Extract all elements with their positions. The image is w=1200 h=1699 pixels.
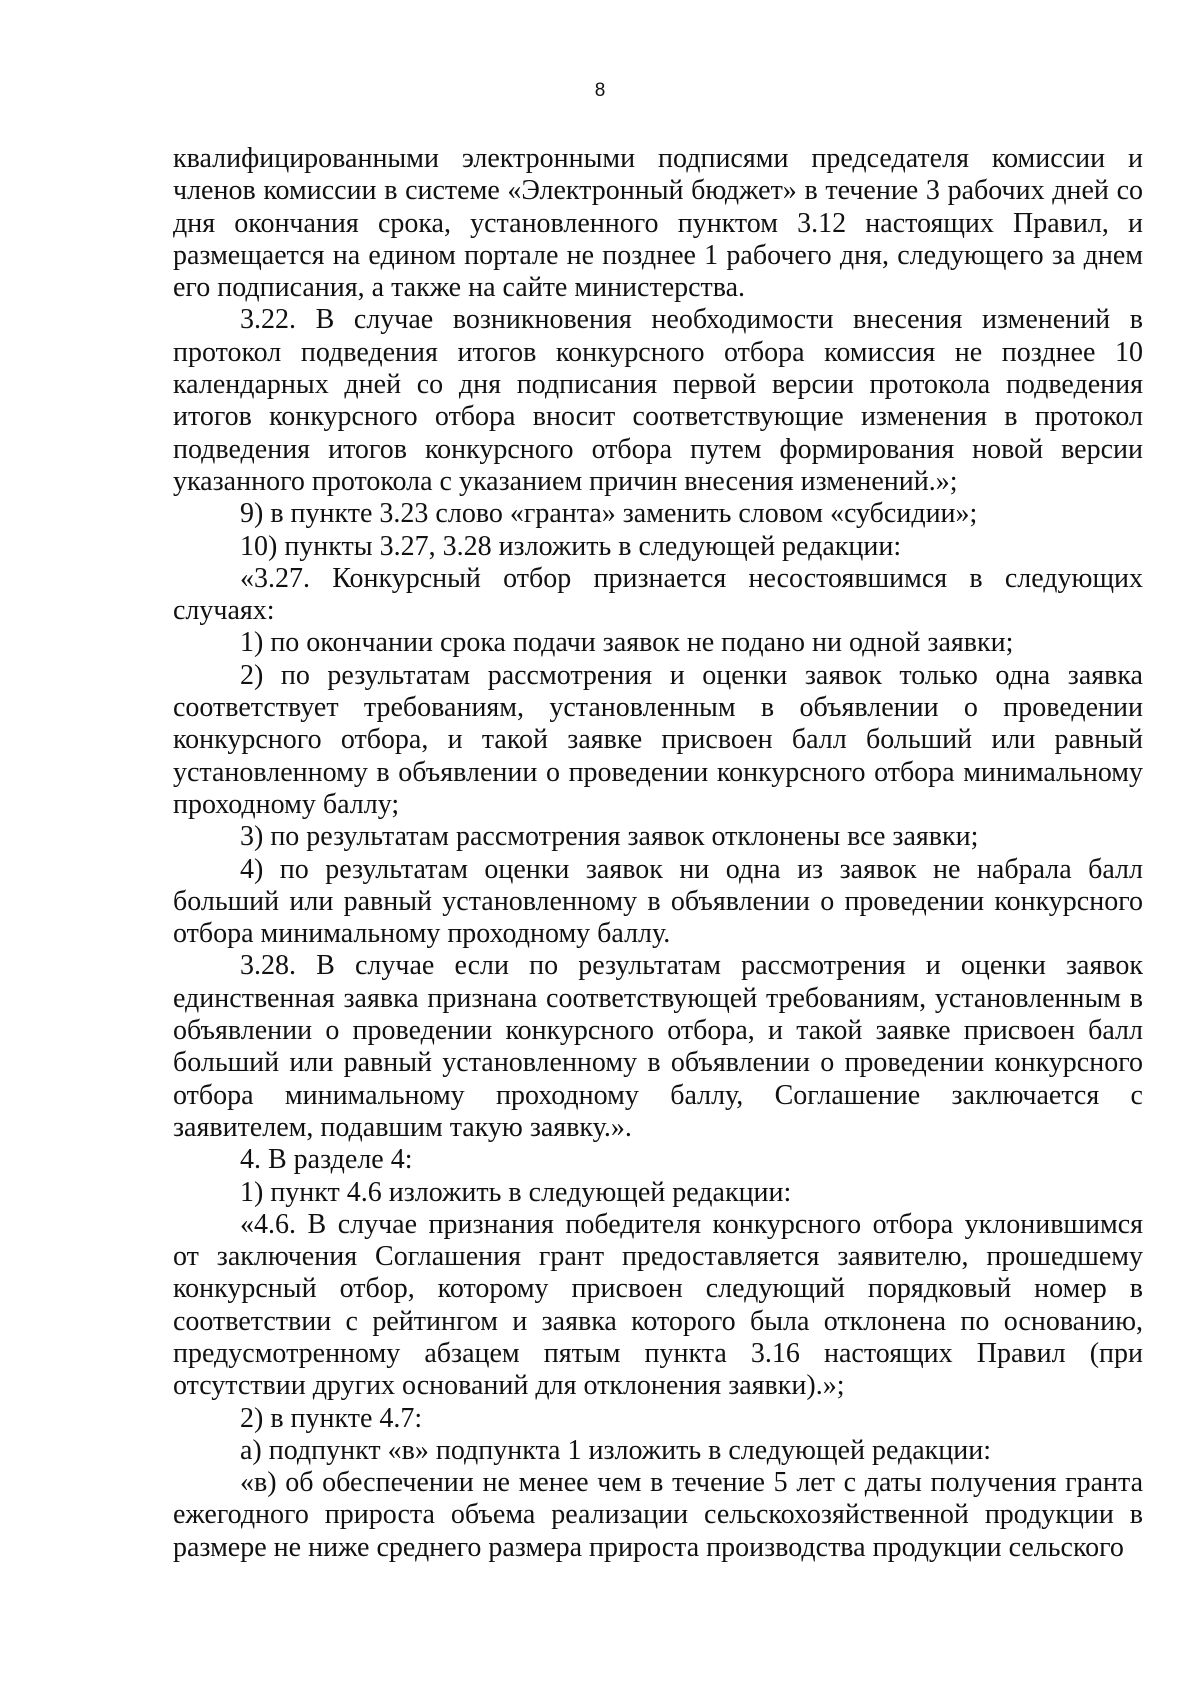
paragraph: «в) об обеспечении не менее чем в течение 5 лет с даты получения гранта ежегодного прироста объема реализации сельскохозяйственной продукции в размере не ниже среднего размера прироста производства продукции сельского <box>173 1467 1143 1563</box>
paragraph: 2) в пункте 4.7: <box>240 1402 423 1434</box>
paragraph: 2) по результатам рассмотрения и оценки заявок только одна заявка соответствует требованиям, установленным в объявлении о проведении конкурсного отбора, и такой заявке присвоен балл больший или равный установленному в объявлении о проведении конкурсного отбора минимальному проходному баллу; <box>173 659 1143 820</box>
document-body <box>173 143 1143 1564</box>
paragraph: 3.28. В случае если по результатам рассмотрения и оценки заявок единственная заявка признана соответствующей требованиям, установленным в объявлении о проведении конкурсного отбора, и такой заявке присвоен балл больший или равный установленному в объявлении о проведении конкурсного отбора минимальному проходному баллу, Соглашение заключается с заявителем, подавшим такую заявку.». <box>173 950 1143 1143</box>
paragraph: квалифицированными электронными подписями председателя комиссии и членов комиссии в системе «Электронный бюджет» в течение 3 рабочих дней со дня окончания срока, установленного пунктом 3.12 настоящих Правил, и размещается на едином портале не позднее 1 рабочего дня, следующего за днем его подписания, а также на сайте министерства. <box>173 143 1143 304</box>
paragraph: 1) пункт 4.6 изложить в следующей редакции: <box>240 1176 792 1208</box>
paragraph: «4.6. В случае признания победителя конкурсного отбора уклонившимся от заключения Соглашения грант предоставляется заявителю, прошедшему конкурсный отбор, которому присвоен следующий порядковый номер в соответствии с рейтингом и заявка которого была отклонена по основанию, предусмотренному абзацем пятым пункта 3.16 настоящих Правил (при отсутствии других оснований для отклонения заявки).»; <box>173 1208 1143 1402</box>
paragraph: 1) по окончании срока подачи заявок не подано ни одной заявки; <box>240 627 1014 659</box>
paragraph: 9) в пункте 3.23 слово «гранта» заменить словом «субсидии»; <box>240 498 978 530</box>
paragraph: 4. В разделе 4: <box>240 1144 413 1176</box>
paragraph: 3) по результатам рассмотрения заявок отклонены все заявки; <box>240 821 979 853</box>
page-number: 8 <box>594 80 606 101</box>
paragraph: 10) пункты 3.27, 3.28 изложить в следующей редакции: <box>240 530 902 562</box>
paragraph: 4) по результатам оценки заявок ни одна из заявок не набрала балл больший или равный установленному в объявлении о проведении конкурсного отбора минимальному проходному баллу. <box>173 853 1143 950</box>
paragraph: а) подпункт «в» подпункта 1 изложить в следующей редакции: <box>240 1434 992 1466</box>
paragraph: 3.22. В случае возникновения необходимости внесения изменений в протокол подведения итогов конкурсного отбора комиссия не позднее 10 календарных дней со дня подписания первой версии протокола подведения итогов конкурсного отбора вносит соответствующие изменения в протокол подведения итогов конкурсного отбора путем формирования новой версии указанного протокола с указанием причин внесения изменений.»; <box>173 304 1143 497</box>
paragraph: «3.27. Конкурсный отбор признается несостоявшимся в следующих случаях: <box>173 562 1143 627</box>
